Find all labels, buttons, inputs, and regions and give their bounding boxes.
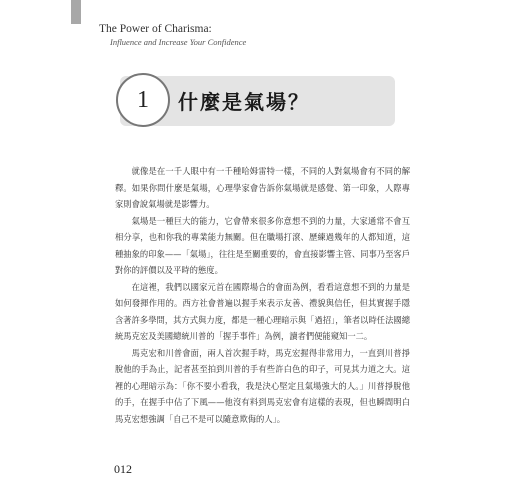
chapter-title: 什麼是氣場？ xyxy=(178,90,310,114)
paragraph: 在這裡，我們以國家元首在國際場合的會面為例，看看這意想不到的力量是如何發揮作用的。西方社會普遍以握手來表示友善、禮貌與信任，但其實握手隱含著許多學問，其方式與力度，都是一種心理暗示與「過招」，筆者以時任法國總統馬克宏及美國總統川普的「握手事件」為例，讀者們便能窺知一二。 xyxy=(115,281,410,341)
paragraph: 就像是在一千人眼中有一千種哈姆雷特一樣，不同的人對氣場會有不同的解釋。如果你問什麼是氣場，心理學家會告訴你氣場就是感覺、第一印象，人際專家則會說氣場就是影響力。 xyxy=(115,166,410,209)
book-subtitle: Influence and Increase Your Confidence xyxy=(110,37,247,47)
paragraph: 氣場是一種巨大的能力，它會帶來很多你意想不到的力量，大家通常不會互相分享，也和你我的專業能力無關。但在職場打滾、歷練過幾年的人都知道，這種抽象的印象——「氣場」，往往是至關重要的，會直接影響主管、同事乃至客戶對你的評價以及平時的態度。 xyxy=(115,215,410,275)
chapter-number-badge xyxy=(116,73,170,127)
chapter-number: 1 xyxy=(137,86,149,113)
paragraph: 馬克宏和川普會面，兩人首次握手時，馬克宏握得非常用力，一直到川普掙脫他的手為止，記者甚至拍到川普的手有些許白色的印子，可見其力道之大。這裡的心理暗示為：「你不要小看我，我是決心堅定且氣場強大的人。」川普掙脫他的手，在握手中佔了下風——他沒有料到馬克宏會有這樣的表現，但也瞬間明白馬克宏想強調「自己不是可以隨意欺侮的人」。 xyxy=(115,347,410,424)
page-number: 012 xyxy=(114,462,132,476)
book-title: The Power of Charisma: xyxy=(99,23,212,35)
body-text xyxy=(115,163,410,427)
header-accent-bar xyxy=(71,0,81,24)
